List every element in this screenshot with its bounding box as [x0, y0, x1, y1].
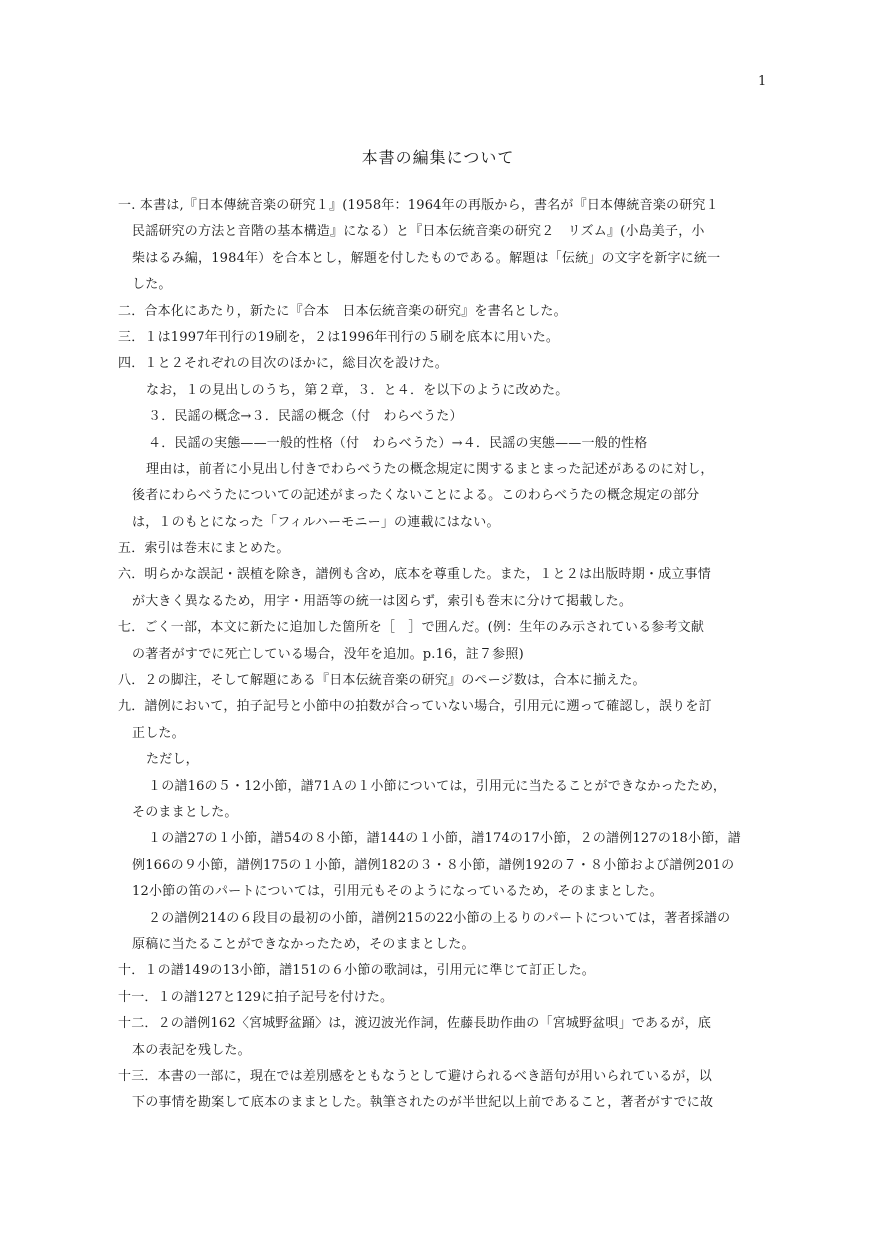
text-line: 本の表記を残した。: [132, 1042, 251, 1058]
text-line: 十一．１の譜127と129に拍子記号を付けた。: [118, 989, 394, 1005]
text-line: ３．民謡の概念→３．民謡の概念（付 わらべうた）: [148, 409, 463, 425]
text-line: 九．譜例において，拍子記号と小節中の拍数が合っていない場合，引用元に遡って確認し，誤りを訂: [118, 699, 712, 715]
text-line: の著者がすでに死亡している場合，没年を追加。p.16，註７参照): [132, 646, 524, 662]
text-line: 四．１と２それぞれの目次のほかに，総目次を設けた。: [118, 356, 449, 372]
text-line: 十三．本書の一部に，現在では差別感をともなうとして避けられるべき語句が用いられているが，以: [118, 1068, 713, 1084]
text-line: ただし，: [146, 752, 199, 768]
text-line: が大きく異なるため，用字・用語等の統一は図らず，索引も巻末に分けて掲載した。: [132, 593, 633, 609]
text-line: そのままとした。: [132, 804, 238, 820]
text-line: 例166の９小節，譜例175の１小節，譜例182の３・８小節，譜例192の７・８小節および譜例201の: [132, 857, 735, 873]
text-line: 五．索引は巻末にまとめた。: [118, 541, 290, 557]
text-line: ４．民謡の実態——一般的性格（付 わらべうた）→４．民謡の実態——一般的性格: [148, 435, 648, 451]
text-line: 民謡研究の方法と音階の基本構造』になる）と『日本伝統音楽の研究２ リズム』(小島美子，小: [132, 224, 705, 240]
text-line: ２の譜例214の６段目の最初の小節，譜例215の22小節の上るりのパートについては，著者採譜の: [148, 910, 731, 926]
text-line: なお，１の見出しのうち，第２章，３．と４．を以下のように改めた。: [146, 382, 569, 398]
page-title: 本書の編集について: [361, 148, 515, 167]
text-line: 後者にわらべうたについての記述がまったくないことによる。このわらべうたの概念規定の部分: [132, 488, 700, 504]
text-line: 正した。: [132, 725, 185, 741]
text-line: 十．１の譜149の13小節，譜151の６小節の歌詞は，引用元に準じて訂正した。: [118, 963, 595, 979]
text-line: １の譜27の１小節，譜54の８小節，譜144の１小節，譜174の17小節，２の譜例127の18小節，譜: [148, 831, 741, 847]
text-line: 一. 本書は,『日本傳統音楽の研究１』(1958年：1964年の再版から，書名が『日本傳統音楽の研究１: [118, 198, 719, 213]
text-line: １の譜16の５・12小節，譜71Ａの１小節については，引用元に当たることができなかったため，: [148, 778, 727, 794]
text-line: 12小節の笛のパートについては，引用元もそのようになっているため，そのままとした。: [132, 884, 663, 900]
document-body: [118, 193, 778, 1117]
text-line: 理由は，前者に小見出し付きでわらべうたの概念規定に関するまとまった記述があるのに対し，: [146, 461, 714, 477]
text-line: 七．ごく一部，本文に新たに追加した箇所を［ ］で囲んだ。(例：生年のみ示されている参考文献: [118, 620, 705, 636]
page-number: 1: [758, 74, 767, 89]
text-line: 三．１は1997年刊行の19刷を，２は1996年刊行の５刷を底本に用いた。: [118, 329, 560, 345]
text-line: 柴はるみ編，1984年）を合本とし，解題を付したものである。解題は「伝統」の文字を新字に統一: [132, 250, 721, 266]
text-line: は，１のもとになった「フィルハーモニー」の連載にはない。: [132, 514, 500, 530]
text-line: 六．明らかな誤記・誤植を除き，譜例も含め，底本を尊重した。また，１と２は出版時期・成立事情: [118, 567, 711, 583]
text-line: 十二．２の譜例162〈宮城野盆踊〉は，渡辺波光作詞，佐藤長助作曲の「宮城野盆唄」であるが，底: [118, 1016, 712, 1032]
text-line: 下の事情を勘案して底本のままとした。執筆されたのが半世紀以上前であること，著者がすでに故: [132, 1095, 714, 1111]
text-line: した。: [132, 277, 172, 293]
text-line: 原稿に当たることができなかったため，そのままとした。: [132, 936, 475, 952]
text-line: 八．２の脚注，そして解題にある『日本伝統音楽の研究』のページ数は，合本に揃えた。: [118, 673, 646, 689]
text-line: 二．合本化にあたり，新たに『合本 日本伝統音楽の研究』を書名とした。: [118, 303, 567, 319]
